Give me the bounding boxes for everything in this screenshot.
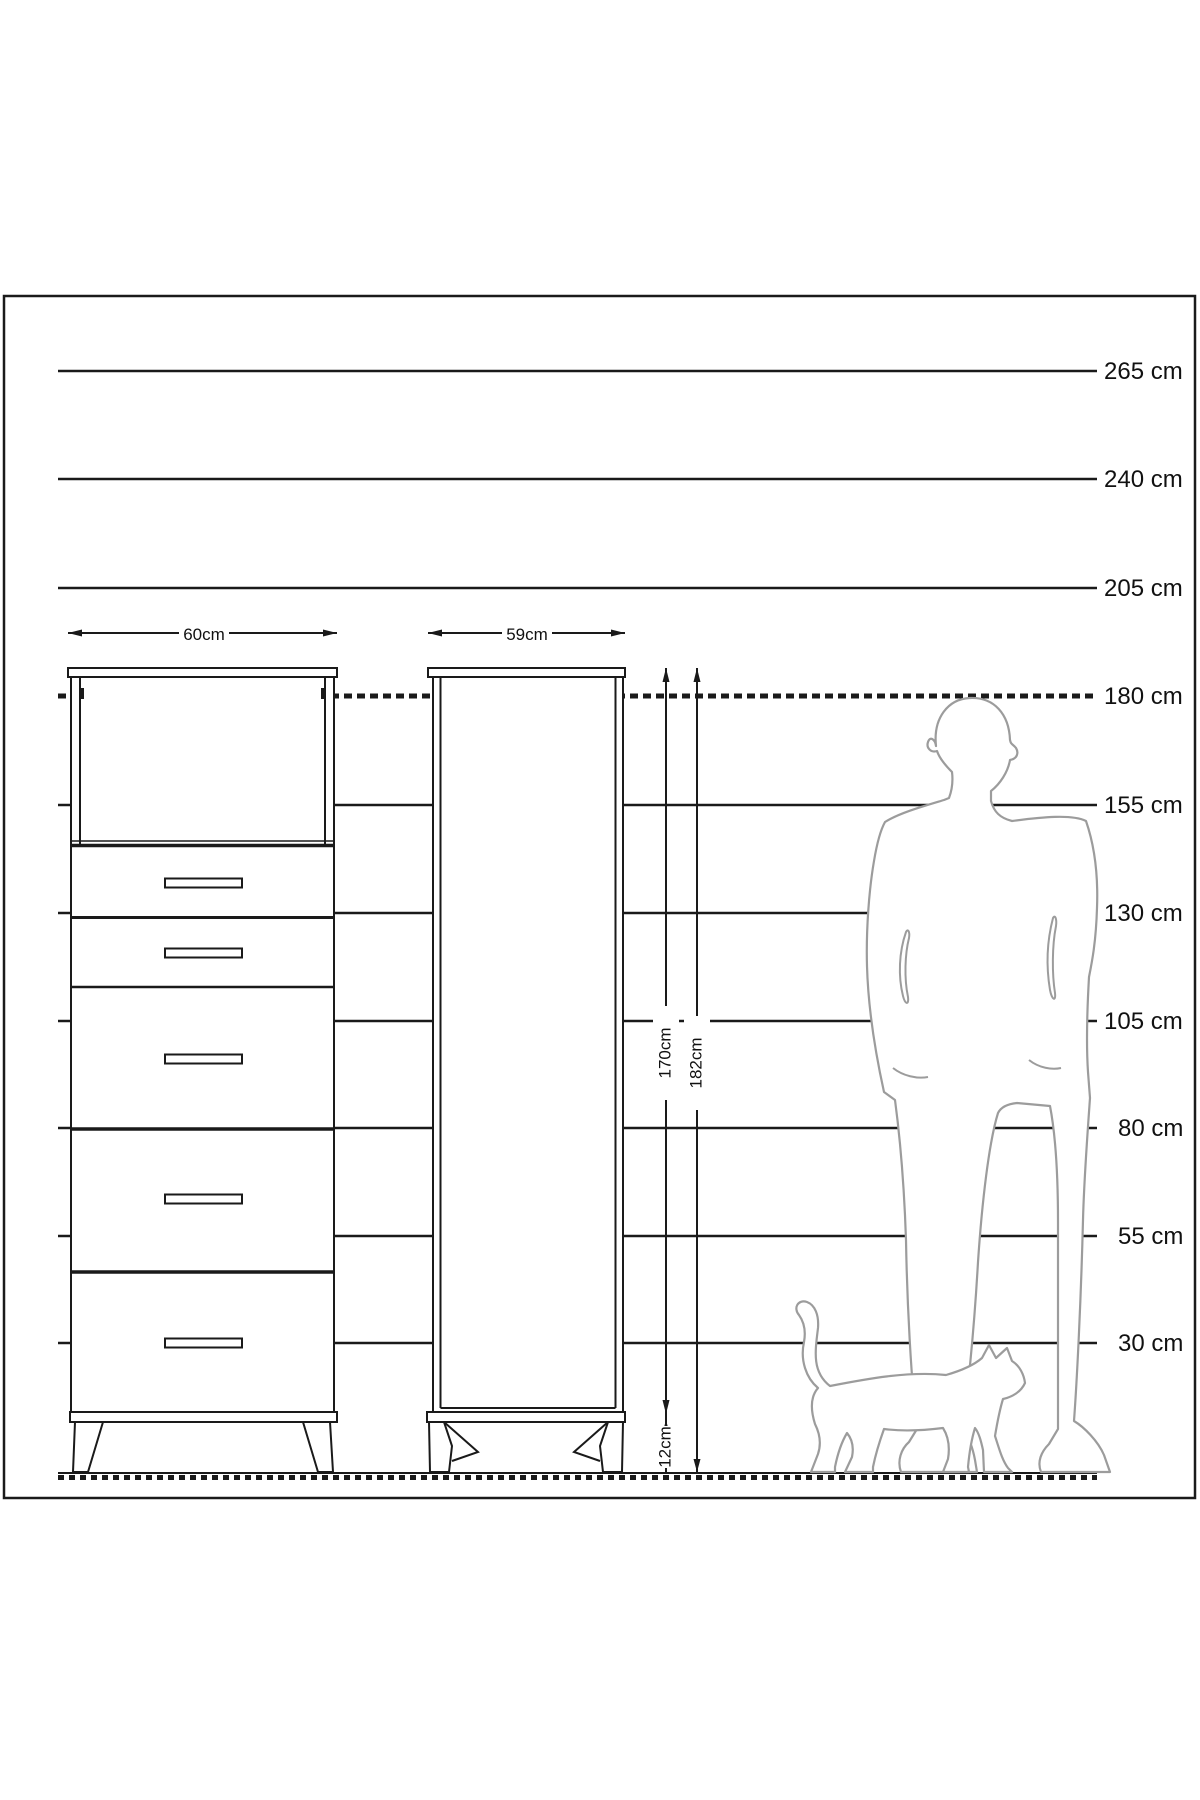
total-height-label: 182cm [686,1037,706,1089]
drawer-handle-2 [165,949,242,958]
drawer-handle-1 [165,879,242,888]
arrow-right-icon [611,630,625,637]
height-label-155cm: 155 cm [1104,792,1183,819]
height-label-205cm: 205 cm [1104,575,1183,602]
height-label-240cm: 240 cm [1104,466,1183,493]
height-label-30cm: 30 cm [1118,1330,1184,1357]
cabinet-width-label: 59cm [506,625,548,644]
width-dimensions [68,620,625,646]
arrow-right-icon [323,630,337,637]
cabinet [427,668,625,1472]
dresser-top-board [68,668,337,677]
arrow-up-icon [663,668,670,682]
cabinet-leg-right [600,1422,623,1472]
dresser-width-label: 60cm [183,625,225,644]
height-label-55cm: 55 cm [1118,1223,1184,1250]
arrow-up-icon [694,668,701,682]
dresser-leg-right [303,1422,333,1472]
arrow-left-icon [68,630,82,637]
arrow-down-icon [694,1459,701,1472]
cabinet-height-label: 170cm [655,1027,675,1079]
silhouettes [796,698,1110,1472]
cabinet-leg-left [429,1422,452,1472]
arrow-left-icon [428,630,442,637]
height-dimensions [653,668,710,1472]
dresser-plinth [70,1412,337,1422]
drawer-handle-4 [165,1195,242,1204]
arrow-down-icon [663,1400,670,1414]
height-label-80cm: 80 cm [1118,1115,1184,1142]
drawer-handle-5 [165,1339,242,1348]
dresser-leg-left [73,1422,103,1472]
cabinet-top-board [428,668,625,677]
cabinet-body [433,677,623,1412]
height-label-130cm: 130 cm [1104,900,1183,927]
dresser-body [71,677,334,1412]
height-scale-labels [1104,358,1183,1357]
ground-line [58,1473,1097,1478]
leg-height-label: 12cm [655,1426,675,1468]
height-label-105cm: 105 cm [1104,1008,1183,1035]
drawer-handle-3 [165,1055,242,1064]
dresser [68,668,337,1472]
cabinet-plinth [427,1412,625,1422]
height-label-180cm: 180 cm [1104,683,1183,710]
height-label-265cm: 265 cm [1104,358,1183,385]
